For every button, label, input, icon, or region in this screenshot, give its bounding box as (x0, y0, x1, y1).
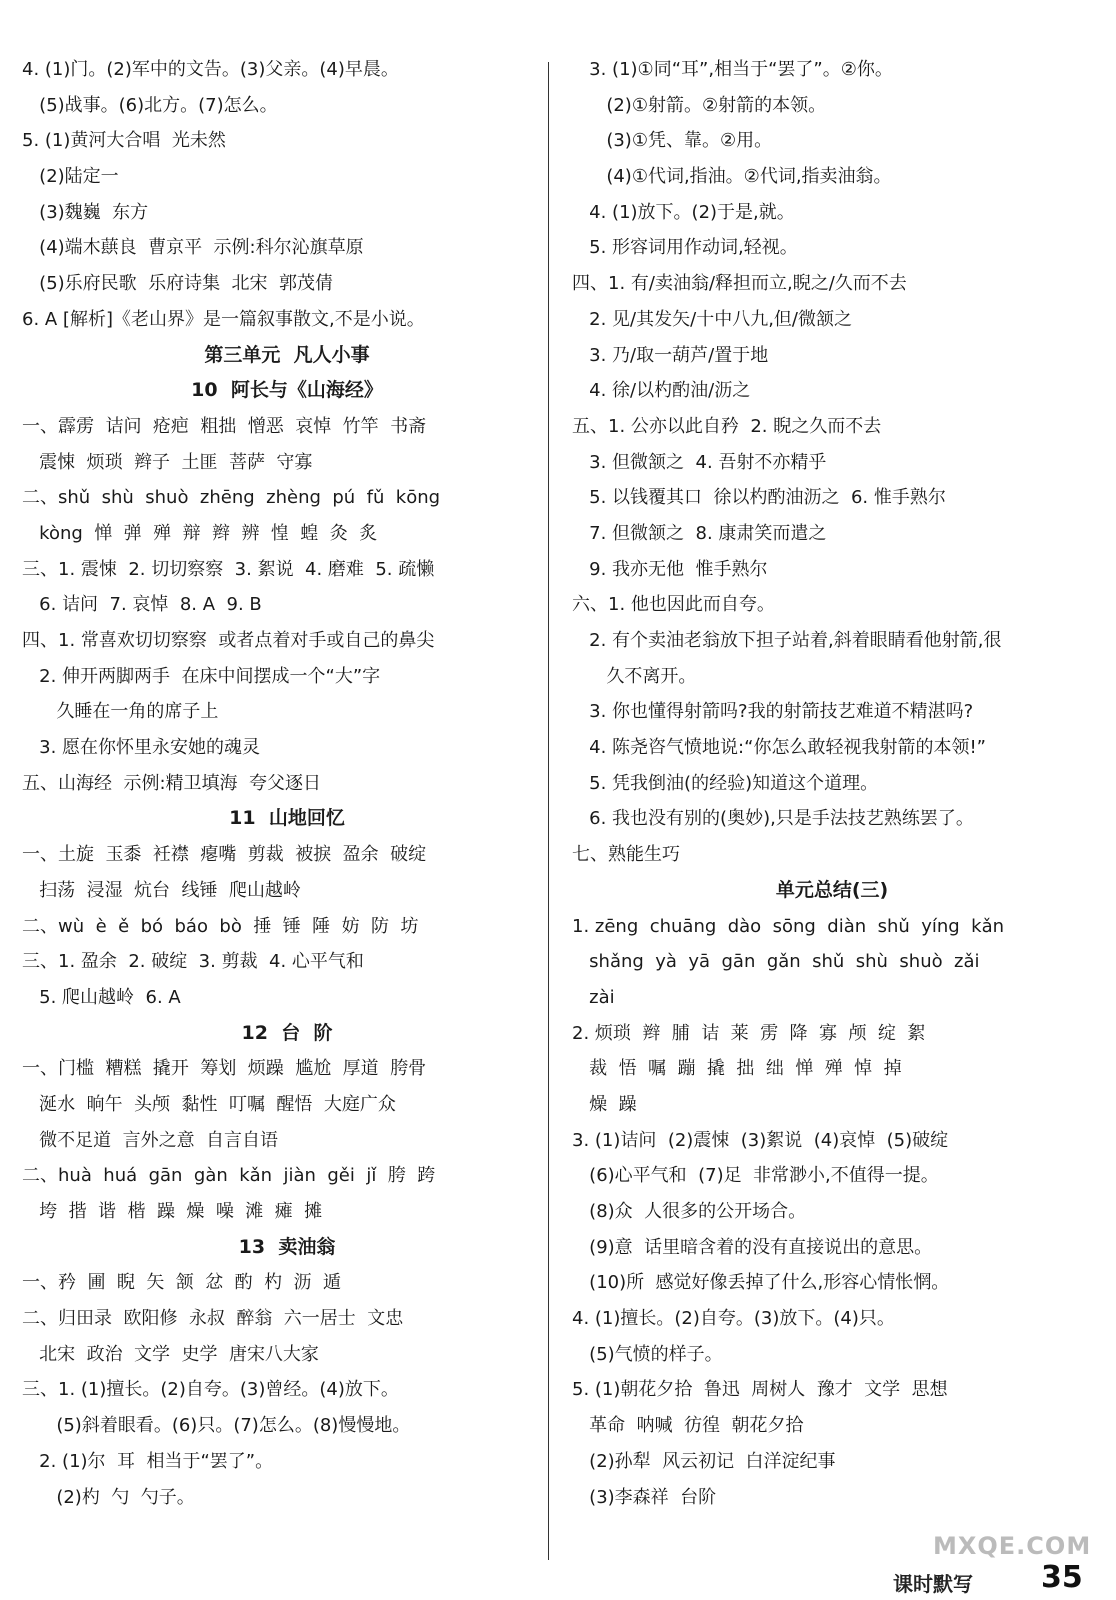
answer-line: 3. (1)诘问 (2)震悚 (3)絮说 (4)哀悼 (5)破绽 (572, 1129, 949, 1151)
answer-line: (4)端木蕻良 曹京平 示例:科尔沁旗草原 (22, 237, 364, 259)
answer-line: 震悚 烦琐 辫子 土匪 菩萨 守寡 (22, 451, 313, 473)
answer-line: (3)李森祥 台阶 (572, 1486, 717, 1508)
answer-line: (5)战事。(6)北方。(7)怎么。 (22, 94, 278, 116)
answer-line: 4. 徐/以杓酌油/沥之 (572, 380, 751, 402)
answer-line: 4. (1)放下。(2)于是,就。 (572, 201, 795, 223)
answer-line: 革命 呐喊 彷徨 朝花夕拾 (572, 1415, 804, 1437)
answer-line: zài (572, 986, 615, 1008)
answer-line: 2. (1)尔 耳 相当于“罢了”。 (22, 1450, 274, 1472)
answer-line: 2. 有个卖油老翁放下担子站着,斜着眼睛看他射箭,很 (572, 630, 1002, 651)
answer-line: 三、1. 盈余 2. 破绽 3. 剪裁 4. 心平气和 (22, 951, 364, 973)
answer-line: (3)①凭、靠。②用。 (572, 130, 773, 152)
answer-line: kòng 惮 弹 殚 辩 辫 辨 惶 蝗 灸 炙 (22, 522, 378, 544)
answer-line: 二、wù è ě bó báo bò 捶 锤 陲 妨 防 坊 (22, 915, 419, 937)
answer-line: 4. (1)门。(2)军中的文告。(3)父亲。(4)早晨。 (22, 59, 399, 80)
answer-line: 七、熟能生巧 (572, 844, 680, 866)
answer-line: 四、1. 常喜欢切切察察 或者点着对手或自己的鼻尖 (22, 630, 435, 651)
answer-line: 4. (1)擅长。(2)自夸。(3)放下。(4)只。 (572, 1308, 895, 1330)
answer-line: 9. 我亦无他 惟手熟尔 (572, 558, 768, 580)
answer-line: (3)魏巍 东方 (22, 201, 149, 223)
answer-line: 一、霹雳 诘问 疮疤 粗拙 憎恶 哀悼 竹竿 书斋 (22, 415, 427, 437)
column-divider (548, 62, 549, 1560)
answer-line: 一、门槛 糟糕 撬开 筹划 烦躁 尴尬 厚道 胯骨 (22, 1058, 427, 1080)
answer-line: 五、山海经 示例:精卫填海 夸父逐日 (22, 772, 321, 794)
answer-line: 4. 陈尧咨气愤地说:“你怎么敢轻视我射箭的本领!” (572, 737, 986, 759)
answer-line: shǎng yà yā gān gǎn shǔ shù shuò zǎi (572, 951, 980, 973)
answer-line: (2)陆定一 (22, 166, 119, 188)
section-heading: 13 卖油翁 (238, 1235, 336, 1258)
answer-line: 7. 但微颔之 8. 康肃笑而遣之 (572, 522, 827, 544)
answer-line: 久睡在一角的席子上 (22, 701, 219, 723)
page-number: 35 (1041, 1560, 1083, 1595)
answer-line: 2. 烦琐 辫 脯 诘 莱 雳 降 寡 颅 绽 絮 (572, 1022, 926, 1044)
section-heading: 12 台 阶 (241, 1021, 333, 1044)
answer-line: 久不离开。 (572, 665, 697, 687)
answer-line: 五、1. 公亦以此自矜 2. 睨之久而不去 (572, 415, 882, 437)
answer-line: 5. 形容词用作动词,轻视。 (572, 237, 798, 259)
answer-line: (5)气愤的样子。 (572, 1343, 723, 1365)
answer-line: 扫荡 浸湿 炕台 线锤 爬山越岭 (22, 879, 301, 901)
answer-line: 燥 躁 (572, 1093, 637, 1115)
answer-line: 3. 你也懂得射箭吗?我的射箭技艺难道不精湛吗? (572, 701, 974, 723)
answer-line: 一、矜 圃 睨 矢 颔 忿 酌 杓 沥 遁 (22, 1272, 341, 1294)
answer-line: 四、1. 有/卖油翁/释担而立,睨之/久而不去 (572, 273, 907, 295)
answer-line: 2. 伸开两脚两手 在床中间摆成一个“大”字 (22, 665, 381, 687)
watermark: MXQE.COM (933, 1532, 1092, 1560)
answer-line: 垮 揩 谐 楷 躁 燥 噪 滩 瘫 摊 (22, 1201, 323, 1222)
answer-line: 2. 见/其发矢/十中八九,但/微颔之 (572, 308, 852, 330)
answer-line: (2)杓 勺 勺子。 (22, 1486, 195, 1508)
answer-line: 三、1. 震悚 2. 切切察察 3. 絮说 4. 磨难 5. 疏懒 (22, 558, 435, 580)
answer-line: 6. 我也没有别的(奥妙),只是手法技艺熟练罢了。 (572, 808, 974, 830)
answer-line: 5. (1)朝花夕拾 鲁迅 周树人 豫才 文学 思想 (572, 1379, 948, 1401)
answer-line: 3. 乃/取一葫芦/置于地 (572, 344, 769, 366)
answer-line: 1. zēng chuāng dào sōng diàn shǔ yíng kǎn (572, 915, 1005, 937)
answer-line: 北宋 政治 文学 史学 唐宋八大家 (22, 1343, 319, 1365)
section-heading: 10 阿长与《山海经》 (191, 379, 383, 402)
answer-line: 裁 悟 嘱 蹦 撬 拙 绌 惮 殚 悼 掉 (572, 1058, 902, 1080)
answer-line: 二、归田录 欧阳修 永叔 醉翁 六一居士 文忠 (22, 1308, 404, 1330)
answer-line: 5. (1)黄河大合唱 光未然 (22, 130, 226, 152)
answer-line: 微不足道 言外之意 自言自语 (22, 1129, 279, 1151)
answer-line: 二、shǔ shù shuò zhēng zhèng pú fǔ kōng (22, 487, 441, 509)
answer-line: 6. A [解析]《老山界》是一篇叙事散文,不是小说。 (22, 308, 425, 330)
answer-line: (9)意 话里暗含着的没有直接说出的意思。 (572, 1236, 933, 1258)
answer-line: (10)所 感觉好像丢掉了什么,形容心情怅惘。 (572, 1272, 950, 1294)
answer-line: 三、1. (1)擅长。(2)自夸。(3)曾经。(4)放下。 (22, 1379, 399, 1401)
answer-line: 一、土旋 玉黍 衽襟 瘪嘴 剪裁 被捩 盈余 破绽 (22, 844, 427, 866)
answer-line: 3. 愿在你怀里永安她的魂灵 (22, 737, 261, 759)
answer-line: (5)乐府民歌 乐府诗集 北宋 郭茂倩 (22, 273, 333, 295)
answer-line: 涎水 晌午 头颅 黏性 叮嘱 醒悟 大庭广众 (22, 1093, 396, 1115)
answer-line: (2)①射箭。②射箭的本领。 (572, 94, 827, 116)
answer-line: 3. 但微颔之 4. 吾射不亦精乎 (572, 451, 827, 473)
footer-brand: 课时默写 (893, 1572, 973, 1596)
answer-line: 5. 以钱覆其口 徐以杓酌油沥之 6. 惟手熟尔 (572, 487, 946, 509)
answer-line: (8)众 人很多的公开场合。 (572, 1201, 807, 1222)
answer-line: (5)斜着眼看。(6)只。(7)怎么。(8)慢慢地。 (22, 1415, 411, 1437)
answer-line: 6. 诘问 7. 哀悼 8. A 9. B (22, 594, 262, 616)
answer-line: 六、1. 他也因此而自夸。 (572, 594, 775, 616)
answer-line: 3. (1)①同“耳”,相当于“罢了”。②你。 (572, 59, 893, 80)
answer-line: 二、huà huá gān gàn kǎn jiàn gěi jǐ 胯 跨 (22, 1165, 436, 1187)
left-column (22, 52, 552, 1515)
answer-line: (2)孙犁 风云初记 白洋淀纪事 (572, 1450, 836, 1472)
answer-line: (6)心平气和 (7)足 非常渺小,不值得一提。 (572, 1165, 939, 1187)
section-heading: 单元总结(三) (775, 878, 889, 901)
answer-line: 5. 凭我倒油(的经验)知道这个道理。 (572, 772, 879, 794)
answer-line: (4)①代词,指油。②代词,指卖油翁。 (572, 166, 892, 188)
answer-line: 5. 爬山越岭 6. A (22, 986, 181, 1008)
right-column (572, 52, 1092, 1515)
page-footer (893, 1532, 1113, 1598)
section-heading: 第三单元 凡人小事 (204, 343, 370, 366)
section-heading: 11 山地回忆 (229, 807, 345, 830)
